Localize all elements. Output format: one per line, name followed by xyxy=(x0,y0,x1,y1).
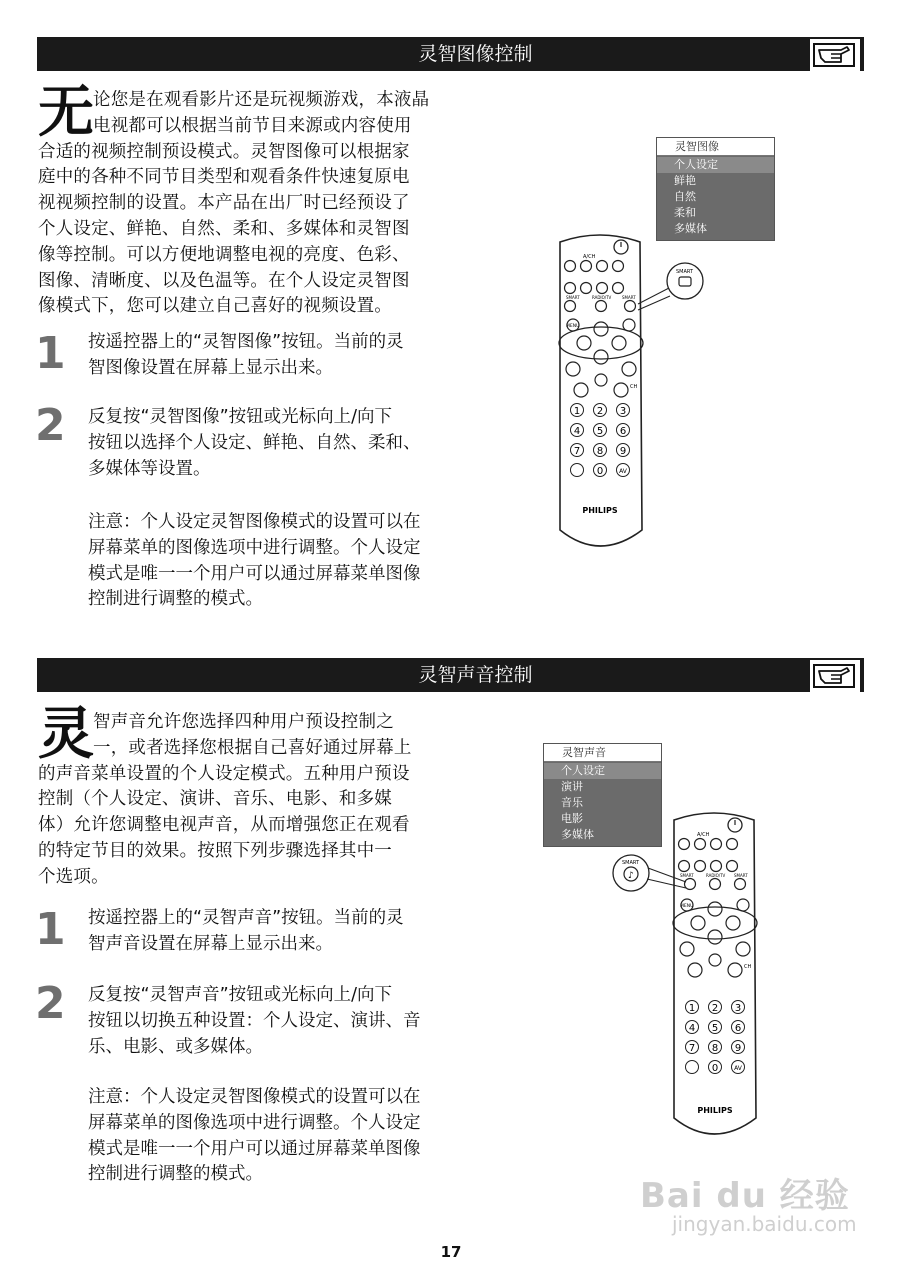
svg-text:5: 5 xyxy=(596,426,604,437)
svg-text:8: 8 xyxy=(711,1043,719,1054)
note-line: 注意：个人设定灵智图像模式的设置可以在 xyxy=(88,1087,421,1107)
step-number: 2 xyxy=(35,400,66,451)
svg-text:2: 2 xyxy=(596,406,604,417)
step-1-text xyxy=(88,906,463,958)
intro-line: 控制（个人设定、演讲、音乐、电影、和多媒 xyxy=(38,789,392,810)
svg-text:SMART: SMART xyxy=(734,873,748,878)
svg-text:9: 9 xyxy=(619,446,627,457)
note-line: 屏幕菜单的图像选项中进行调整。个人设定 xyxy=(88,1112,421,1133)
section-header-smart-picture xyxy=(37,37,864,71)
svg-text:6: 6 xyxy=(619,426,627,437)
svg-text:6: 6 xyxy=(734,1023,742,1034)
svg-text:A/CH: A/CH xyxy=(583,254,596,260)
step-line: 智图像设置在屏幕上显示出来。 xyxy=(88,357,333,378)
step-line: 反复按“灵智声音”按钮或光标向上/向下 xyxy=(88,985,393,1005)
intro-line: 个人设定、鲜艳、自然、柔和、多媒体和灵智图 xyxy=(38,218,410,239)
svg-text:SMART: SMART xyxy=(566,295,580,300)
svg-text:0: 0 xyxy=(711,1063,719,1074)
osd-item: 柔和 xyxy=(674,206,696,219)
svg-text:CH: CH xyxy=(630,384,638,390)
intro-line: 视视频控制的设置。本产品在出厂时已经预设了 xyxy=(38,193,410,214)
svg-text:♪: ♪ xyxy=(628,871,634,881)
osd-item: 演讲 xyxy=(561,780,583,793)
svg-text:AV: AV xyxy=(619,468,627,475)
step-1-text xyxy=(88,330,463,382)
intro-line: 智声音允许您选择四种用户预设控制之 xyxy=(93,712,394,732)
svg-text:4: 4 xyxy=(573,426,581,437)
svg-text:9: 9 xyxy=(734,1043,742,1054)
step-number: 1 xyxy=(35,904,66,955)
section-header-smart-sound xyxy=(37,658,864,692)
note-line: 模式是唯一一个用户可以通过屏幕菜单图像 xyxy=(88,1138,421,1159)
step-line: 按钮以切换五种设置：个人设定、演讲、音 xyxy=(88,1010,421,1031)
note-paragraph xyxy=(88,1085,463,1188)
osd-item: 音乐 xyxy=(561,796,583,809)
section-title: 灵智声音控制 xyxy=(418,664,533,686)
osd-item: 个人设定 xyxy=(657,157,774,173)
intro-line: 一，或者选择您根据自己喜好通过屏幕上 xyxy=(93,737,412,758)
svg-text:RADIO/TV: RADIO/TV xyxy=(706,873,726,878)
brand-logo: PHILIPS xyxy=(582,506,618,515)
watermark-logo: Bai du 经验 xyxy=(640,1176,850,1216)
osd-item: 自然 xyxy=(674,190,696,203)
svg-text:1: 1 xyxy=(573,406,581,417)
osd-smart-picture-menu xyxy=(656,137,775,241)
svg-text:AV: AV xyxy=(734,1065,742,1072)
intro-line: 电视都可以根据当前节目来源或内容使用 xyxy=(93,115,412,136)
osd-item: 多媒体 xyxy=(561,828,594,841)
note-line: 模式是唯一一个用户可以通过屏幕菜单图像 xyxy=(88,563,421,584)
svg-text:8: 8 xyxy=(596,446,604,457)
osd-item: 个人设定 xyxy=(544,763,661,779)
svg-text:A/CH: A/CH xyxy=(697,832,710,838)
step-2-text xyxy=(88,405,463,482)
intro-paragraph xyxy=(38,710,478,891)
intro-line: 像模式下，您可以建立自己喜好的视频设置。 xyxy=(38,296,392,317)
osd-item: 电影 xyxy=(561,812,583,825)
watermark-url: jingyan.baidu.com xyxy=(672,1212,857,1236)
pointing-hand-icon xyxy=(810,660,860,692)
svg-text:2: 2 xyxy=(711,1003,719,1014)
step-2-text xyxy=(88,983,463,1060)
step-line: 智声音设置在屏幕上显示出来。 xyxy=(88,933,333,954)
svg-text:7: 7 xyxy=(573,446,581,457)
osd-title: 灵智图像 xyxy=(657,138,774,156)
intro-line: 合适的视频控制预设模式。灵智图像可以根据家 xyxy=(38,141,410,162)
svg-text:7: 7 xyxy=(688,1043,696,1054)
step-line: 按钮以选择个人设定、鲜艳、自然、柔和、 xyxy=(88,432,421,453)
svg-text:MENU: MENU xyxy=(680,904,694,909)
svg-text:SMART: SMART xyxy=(622,295,636,300)
note-paragraph xyxy=(88,510,463,613)
intro-line: 图像、清晰度、以及色温等。在个人设定灵智图 xyxy=(38,270,410,291)
drop-cap: 无 xyxy=(38,79,94,145)
svg-text:0: 0 xyxy=(596,466,604,477)
svg-text:SMART: SMART xyxy=(680,873,694,878)
step-line: 反复按“灵智图像”按钮或光标向上/向下 xyxy=(88,407,393,427)
intro-line: 庭中的各种不同节目类型和观看条件快速复原电 xyxy=(38,167,410,188)
svg-text:SMART: SMART xyxy=(676,269,694,275)
intro-line: 个选项。 xyxy=(38,866,109,887)
intro-line: 像等控制。可以方便地调整电视的亮度、色彩、 xyxy=(38,244,410,265)
remote-control-illustration xyxy=(598,808,788,1153)
note-line: 控制进行调整的模式。 xyxy=(88,1164,263,1185)
svg-text:CH: CH xyxy=(744,964,752,970)
svg-text:4: 4 xyxy=(688,1023,696,1034)
intro-line: 论您是在观看影片还是玩视频游戏，本液晶 xyxy=(93,90,430,110)
step-number: 2 xyxy=(35,978,66,1029)
note-line: 屏幕菜单的图像选项中进行调整。个人设定 xyxy=(88,537,421,558)
step-line: 按遥控器上的“灵智图像”按钮。当前的灵 xyxy=(88,332,404,352)
intro-paragraph xyxy=(38,88,478,320)
note-line: 控制进行调整的模式。 xyxy=(88,589,263,610)
step-line: 按遥控器上的“灵智声音”按钮。当前的灵 xyxy=(88,908,404,928)
osd-title: 灵智声音 xyxy=(544,744,661,762)
svg-text:SMART: SMART xyxy=(622,860,640,866)
osd-item: 鲜艳 xyxy=(674,174,696,187)
svg-text:3: 3 xyxy=(734,1003,742,1014)
intro-line: 的特定节目的效果。按照下列步骤选择其中一 xyxy=(38,840,392,861)
page-number: 17 xyxy=(440,1243,462,1261)
remote-control-illustration xyxy=(540,230,720,560)
drop-cap: 灵 xyxy=(38,701,94,767)
section-title: 灵智图像控制 xyxy=(418,43,533,65)
step-number: 1 xyxy=(35,328,66,379)
svg-text:RADIO/TV: RADIO/TV xyxy=(592,295,612,300)
intro-line: 的声音菜单设置的个人设定模式。五种用户预设 xyxy=(38,763,410,784)
intro-line: 体）允许您调整电视声音，从而增强您正在观看 xyxy=(38,815,410,836)
step-line: 乐、电影、或多媒体。 xyxy=(88,1036,263,1057)
note-line: 注意：个人设定灵智图像模式的设置可以在 xyxy=(88,512,421,532)
pointing-hand-icon xyxy=(810,39,860,71)
svg-text:3: 3 xyxy=(619,406,627,417)
svg-text:1: 1 xyxy=(688,1003,696,1014)
brand-logo: PHILIPS xyxy=(697,1106,733,1115)
svg-text:MENU: MENU xyxy=(566,324,580,329)
step-line: 多媒体等设置。 xyxy=(88,458,211,479)
svg-text:5: 5 xyxy=(711,1023,719,1034)
osd-item: 多媒体 xyxy=(674,222,707,235)
